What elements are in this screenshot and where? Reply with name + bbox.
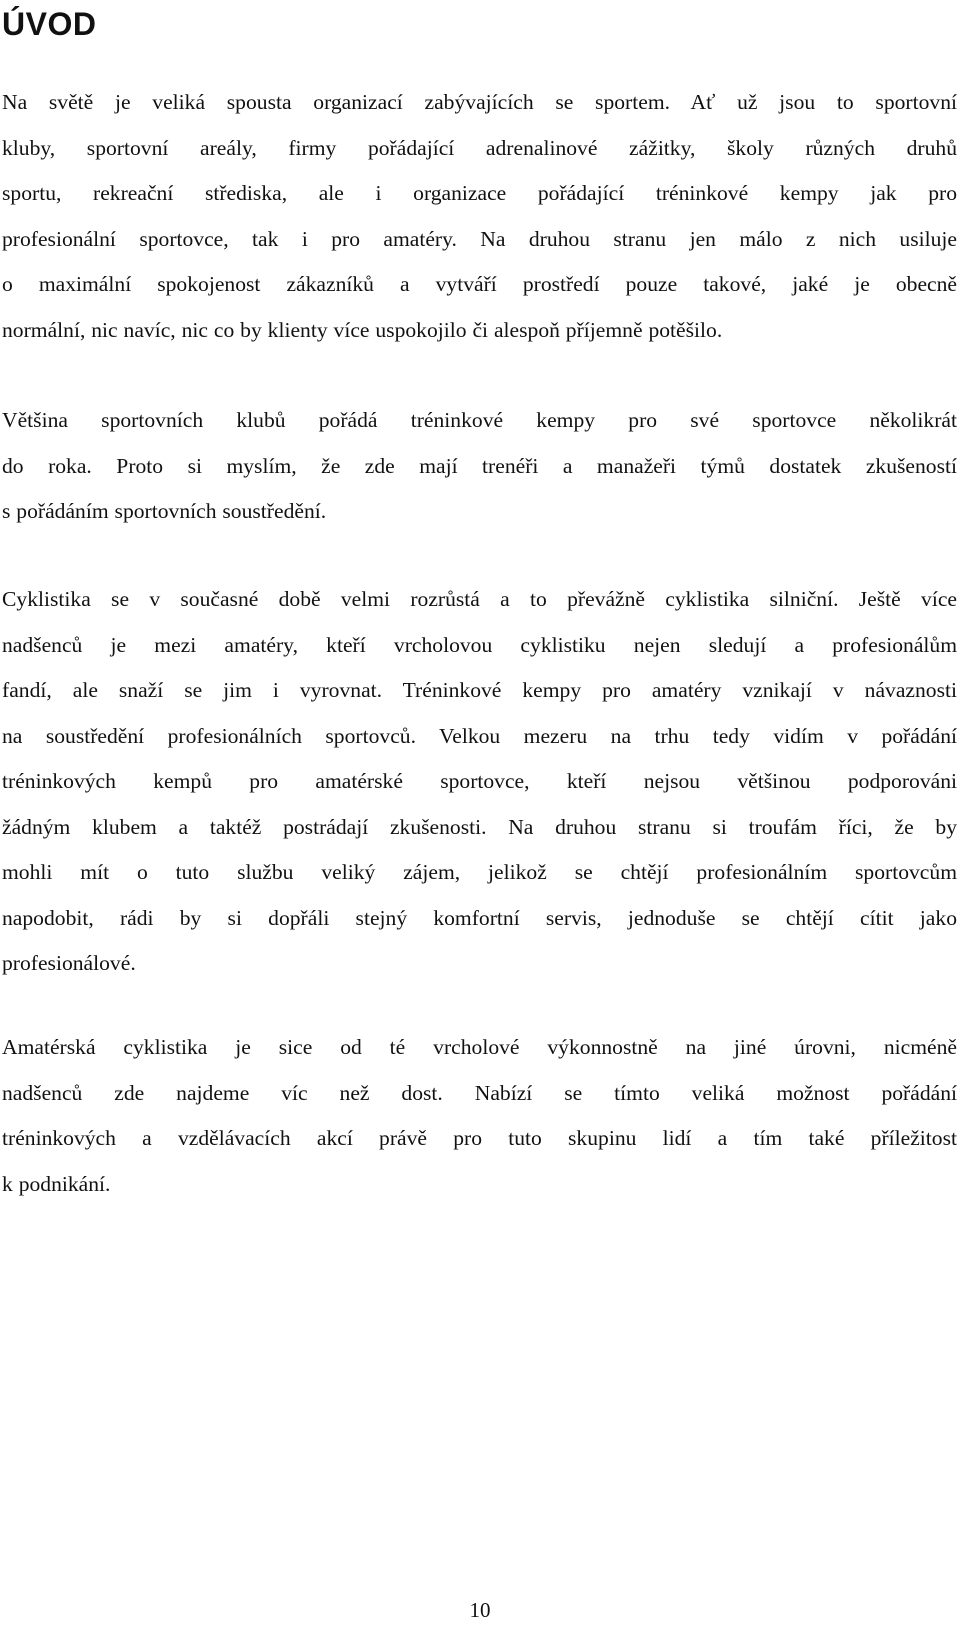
paragraph-line: profesionálové. [2, 951, 136, 975]
paragraph-line: kluby, sportovní areály, firmy pořádající adrenalinové zážitky, školy různých druhů [2, 135, 957, 160]
paragraph-line: tréninkových kempů pro amatérské sportovce, kteří nejsou většinou podporováni [2, 769, 957, 793]
paragraph-1 [2, 80, 957, 353]
paragraph-line: žádným klubem a taktéž postrádají zkušenosti. Na druhou stranu si troufám říci, že by [2, 814, 957, 839]
paragraph-line: Většina sportovních klubů pořádá tréninkové kempy pro své sportovce několikrát [2, 408, 957, 432]
paragraph-line: na soustředění profesionálních sportovců. Velkou mezeru na trhu tedy vidím v pořádání [2, 723, 957, 748]
paragraph-line: mohli mít o tuto službu veliký zájem, jelikož se chtějí profesionálním sportovcům [2, 860, 957, 884]
paragraph-line: s pořádáním sportovních soustředění. [2, 499, 327, 523]
paragraph-line: do roka. Proto si myslím, že zde mají trenéři a manažeři týmů dostatek zkušeností [2, 453, 957, 478]
paragraph-line: nadšenců je mezi amatéry, kteří vrcholovou cyklistiku nejen sledují a profesionálům [2, 632, 957, 657]
paragraph-line: Cyklistika se v současné době velmi rozrůstá a to převážně cyklistika silniční. Ještě více [2, 587, 957, 611]
paragraph-line: fandí, ale snaží se jim i vyrovnat. Tréninkové kempy pro amatéry vznikají v návaznosti [2, 678, 957, 702]
paragraph-line: napodobit, rádi by si dopřáli stejný komfortní servis, jednoduše se chtějí cítit jako [2, 905, 957, 930]
paragraph-line: normální, nic navíc, nic co by klienty více uspokojilo či alespoň příjemně potěšilo. [2, 317, 723, 342]
paragraph-line: o maximální spokojenost zákazníků a vytváří prostředí pouze takové, jaké je obecně [2, 272, 957, 296]
paragraph-line: tréninkových a vzdělávacích akcí právě pro tuto skupinu lidí a tím také příležitost [2, 1126, 957, 1150]
paragraph-line: Na světě je veliká spousta organizací zabývajících se sportem. Ať už jsou to sportovní [2, 90, 957, 114]
paragraph-2 [2, 398, 957, 535]
paragraph-line: Amatérská cyklistika je sice od té vrcholové výkonnostně na jiné úrovni, nicméně [2, 1035, 957, 1059]
paragraph-4 [2, 1025, 957, 1207]
page-number: 10 [469, 1598, 491, 1622]
page-heading: ÚVOD [2, 6, 97, 42]
paragraph-line: nadšenců zde najdeme víc než dost. Nabízí se tímto veliká možnost pořádání [2, 1080, 957, 1105]
paragraph-line: sportu, rekreační střediska, ale i organizace pořádající tréninkové kempy jak pro [2, 181, 957, 205]
paragraph-line: k podnikání. [2, 1171, 111, 1196]
paragraph-3 [2, 577, 957, 987]
paragraph-line: profesionální sportovce, tak i pro amatéry. Na druhou stranu jen málo z nich usiluje [2, 226, 957, 251]
